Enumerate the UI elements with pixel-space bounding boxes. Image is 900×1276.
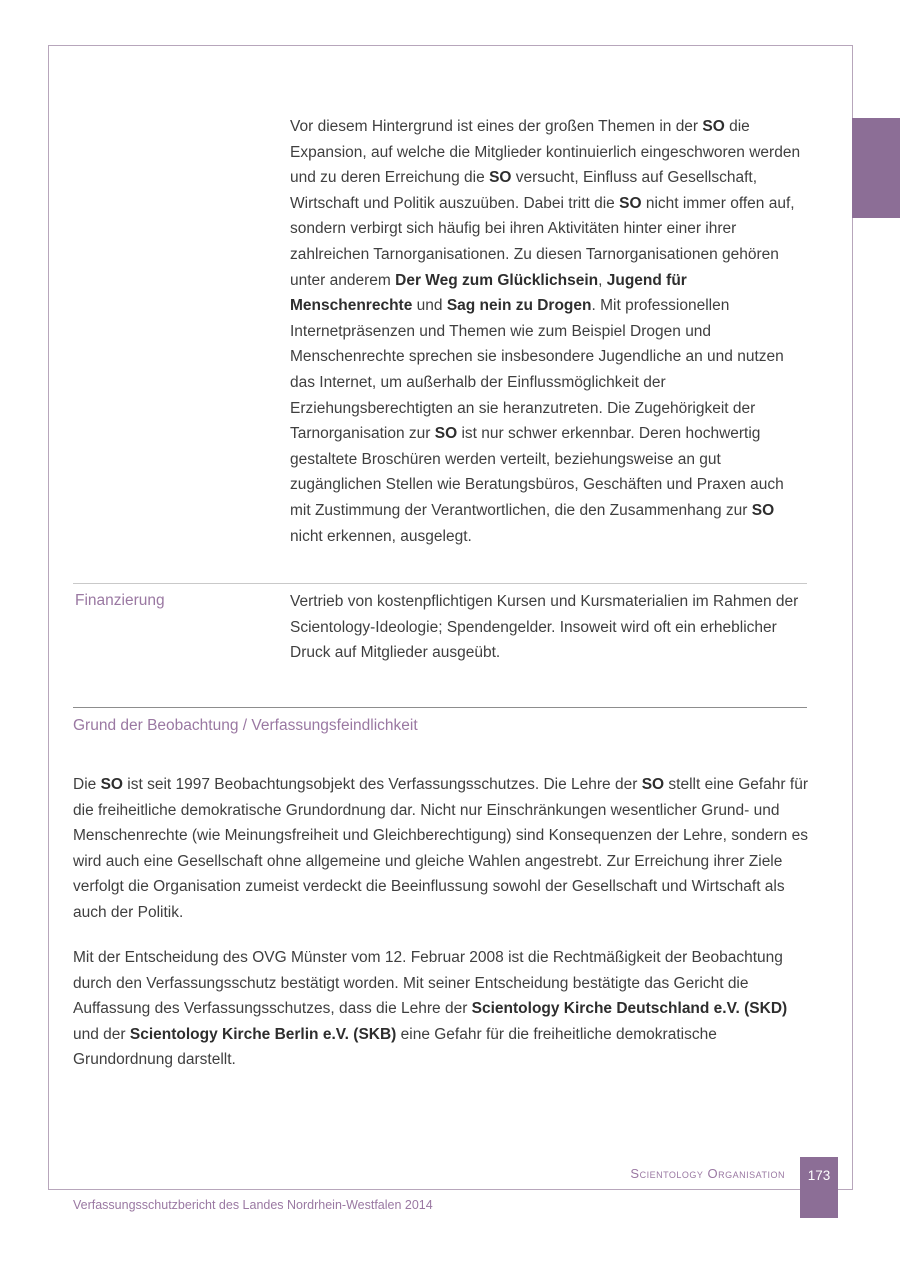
page-number: 173	[807, 1168, 831, 1183]
chapter-index-tab	[852, 118, 900, 218]
section-divider	[73, 707, 807, 708]
report-title-footer: Verfassungsschutzbericht des Landes Nordrhein-Westfalen 2014	[73, 1198, 433, 1212]
intro-paragraph: Vor diesem Hintergrund ist eines der großen Themen in der SO die Expansion, auf welche die Mitglieder kontinuierlich eingeschworen werden und zu deren Erreichung die SO versucht, Einfluss auf Gesellschaft, Wirtschaft und Politik auszuüben. Dabei tritt die SO nicht immer offen auf, sondern verbirgt sich häufig bei ihren Aktivitäten hinter einer ihrer zahlreichen Tarnorganisationen. Zu diesen Tarnorganisationen gehören unter anderem Der Weg zum Glücklichsein, Jugend für Menschenrechte und Sag nein zu Drogen. Mit professionellen Internetpräsenzen und Themen wie zum Beispiel Drogen und Menschenrechte sprechen sie insbesondere Jugendliche an und nutzen das Internet, um außerhalb der Einflussmöglichkeit der Erziehungsberechtigten an sie heranzutreten. Die Zugehörigkeit der Tarnorganisation zur SO ist nur schwer erkennbar. Deren hochwertig gestaltete Broschüren werden verteilt, beziehungsweise an gut zugänglichen Stellen wie Beratungsbüros, Geschäften und Praxen auch mit Zustimmung der Verantwortlichen, die den Zusammenhang zur SO nicht erkennen, ausgelegt.	[290, 118, 801, 545]
chapter-footer-label: Scientology Organisation	[630, 1166, 785, 1181]
finance-label: Finanzierung	[75, 592, 165, 609]
section-paragraph-2: Mit der Entscheidung des OVG Münster vom 12. Februar 2008 ist die Rechtmäßigkeit der Beobachtung durch den Verfassungsschutz bestätigt worden. Mit seiner Entscheidung bestätigte das Gericht die Auffassung des Verfassungsschutzes, dass die Lehre der Scientology Kirche Deutschland e.V. (SKD) und der Scientology Kirche Berlin e.V. (SKB) eine Gefahr für die freiheitliche demokratische Grundordnung darstellt.	[73, 949, 788, 1069]
finance-divider	[73, 583, 807, 584]
finance-text: Vertrieb von kostenpflichtigen Kursen und Kursmaterialien im Rahmen der Scientology-Ideologie; Spendengelder. Insoweit wird oft ein erheblicher Druck auf Mitglieder ausgeübt.	[290, 593, 799, 662]
page-number-tab	[800, 1157, 838, 1218]
section-heading: Grund der Beobachtung / Verfassungsfeindlichkeit	[73, 717, 418, 734]
section-paragraph-1: Die SO ist seit 1997 Beobachtungsobjekt des Verfassungsschutzes. Die Lehre der SO stellt eine Gefahr für die freiheitliche demokratische Grundordnung dar. Nicht nur Einschränkungen wesentlicher Grund- und Menschenrechte (wie Meinungsfreiheit und Gleichberechtigung) sind Konsequenzen der Lehre, sondern es wird auch eine Gesellschaft ohne allgemeine und gleiche Wahlen angestrebt. Zur Erreichung ihrer Ziele verfolgt die Organisation zumeist verdeckt die Beeinflussung sowohl der Gesellschaft und Wirtschaft als auch der Politik.	[73, 776, 808, 921]
